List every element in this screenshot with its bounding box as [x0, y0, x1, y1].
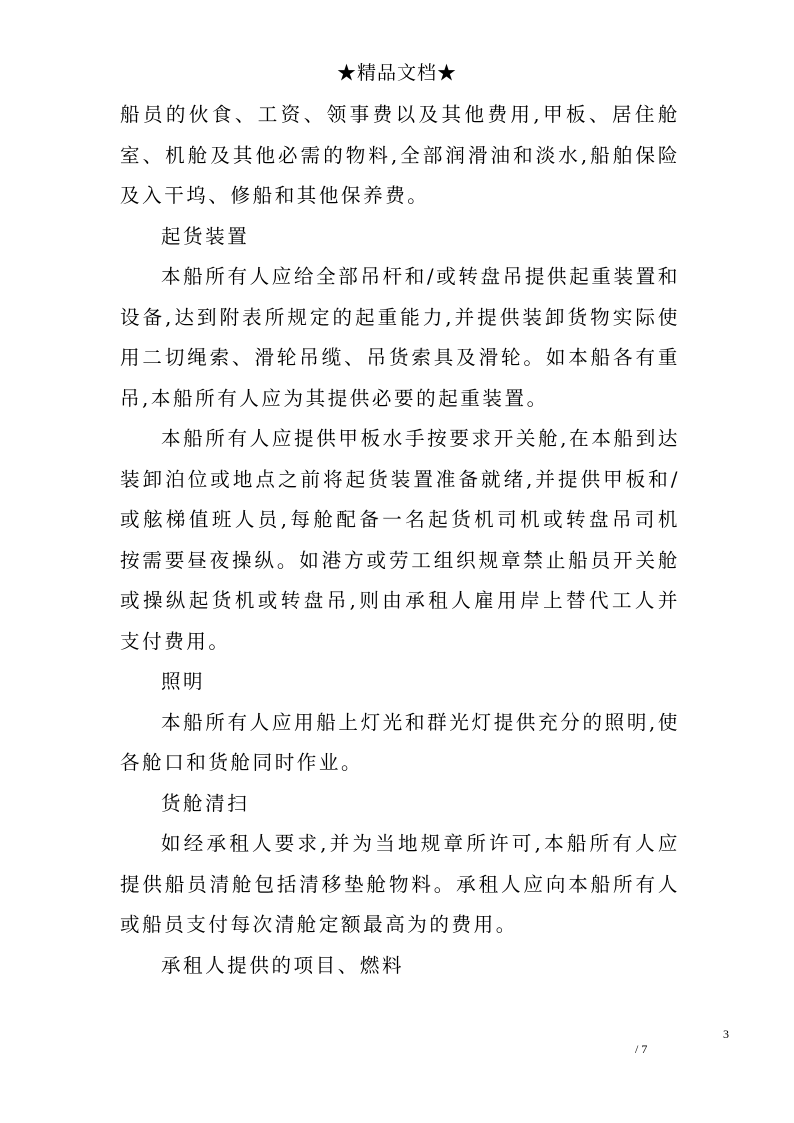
document-body	[120, 95, 680, 986]
page-header: ★精品文档★	[336, 62, 457, 84]
paragraph-hatches: 本船所有人应提供甲板水手按要求开关舱,在本船到达装卸泊位或地点之前将起货装置准备就绪,并提供甲板和/或舷梯值班人员,每舱配备一名起货机司机或转盘吊司机按需要昼夜操纵。如港方或劳工组织规章禁止船员开关舱或操纵起货机或转盘吊,则由承租人雇用岸上替代工人并支付费用。	[120, 427, 680, 653]
paragraph-continuation: 船员的伙食、工资、领事费以及其他费用,甲板、居住舱室、机舱及其他必需的物料,全部润滑油和淡水,船舶保险及入干坞、修船和其他保养费。	[120, 103, 680, 207]
page-total: / 7	[635, 1042, 648, 1056]
paragraph-lighting: 本船所有人应用船上灯光和群光灯提供充分的照明,使各舱口和货舱同时作业。	[120, 710, 680, 774]
paragraph-cargo-gear: 本船所有人应给全部吊杆和/或转盘吊提供起重装置和设备,达到附表所规定的起重能力,并提供装卸货物实际使用二切绳索、滑轮吊缆、吊货索具及滑轮。如本船各有重吊,本船所有人应为其提供必要的起重装置。	[120, 265, 680, 410]
paragraph-hold-cleaning: 如经承租人要求,并为当地规章所许可,本船所有人应提供船员清舱包括清移垫舱物料。承租人应向本船所有人或船员支付每次清舱定额最高为的费用。	[120, 832, 680, 936]
section-heading-cargo-gear: 起货装置	[160, 224, 250, 248]
page-number: 3	[723, 1027, 729, 1041]
section-heading-hold-cleaning: 货舱清扫	[160, 791, 250, 815]
section-heading-lighting: 照明	[160, 670, 206, 693]
section-heading-charterer-items: 承租人提供的项目、燃料	[160, 953, 405, 977]
